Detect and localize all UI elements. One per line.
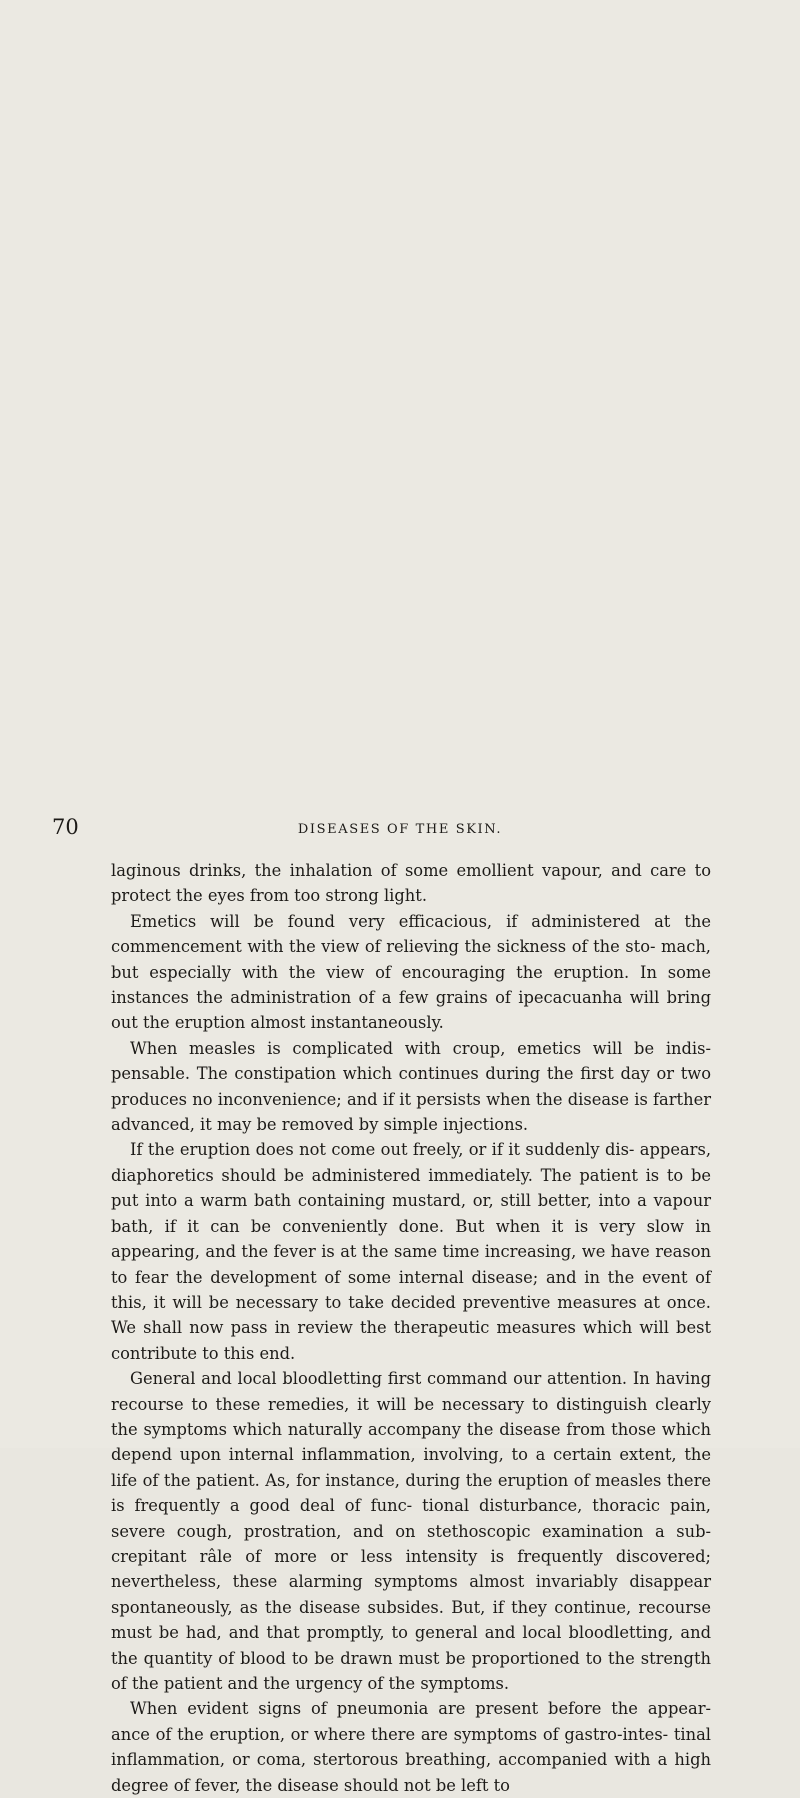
paragraph-1: laginous drinks, the inhalation of some emollient vapour, and care to protect the eyes from too strong light. (111, 861, 711, 906)
paragraph-6: When evident signs of pneumonia are present before the appear- ance of the eruption, or where there are symptoms of gastro-intes- tinal inflammation, or coma, stertorous breathing, accompanied with a high degree of fever, the disease should not be left to (111, 1699, 711, 1795)
paragraph-4: If the eruption does not come out freely, or if it suddenly dis- appears, diaphoretics should be administered immediately. The patient is to be put into a warm bath containing mustard, or, still better, into a vapour bath, if it can be conveniently done. But when it is very slow in appearing, and the fever is at the same time increasing, we have reason to fear the development of some internal disease; and in the event of this, it will be necessary to take decided preventive measures at once. We shall now pass in review the therapeutic measures which will best contribute to this end. (111, 1140, 711, 1363)
page-number: 70 (52, 815, 79, 839)
blank-top-area (0, 0, 800, 800)
paragraph-3: When measles is complicated with croup, emetics will be indis- pensable. The constipation which continues during the first day or two produces no inconvenience; and if it persists when the disease is farther advanced, it may be removed by simple injections. (111, 1038, 711, 1135)
paragraph-2: Emetics will be found very efficacious, if administered at the commencement with the view of relieving the sickness of the sto- mach, but especially with the view of encouraging the eruption. In some instances the administration of a few grains of ipecacuanha will bring out the eruption almost instantaneously. (111, 911, 711, 1033)
paragraph-5: General and local bloodletting first command our attention. In having recourse to these remedies, it will be necessary to distinguish clearly the symptoms which naturally accompany the disease from those which depend upon internal inflammation, involving, to a certain extent, the life of the patient. As, for instance, during the eruption of measles there is frequently a good deal of func- tional disturbance, thoracic pain, severe cough, prostration, and on stethoscopic examination a sub-crepitant râle of more or less intensity is frequently discovered; nevertheless, these alarming symptoms almost invariably disappear spontaneously, as the disease subsides. But, if they continue, recourse must be had, and that promptly, to general and local bloodletting, and the quantity of blood to be drawn must be proportioned to the strength of the patient and the urgency of the symptoms. (111, 1369, 711, 1693)
body-text (111, 858, 711, 1798)
running-title: DISEASES OF THE SKIN. (297, 822, 503, 837)
